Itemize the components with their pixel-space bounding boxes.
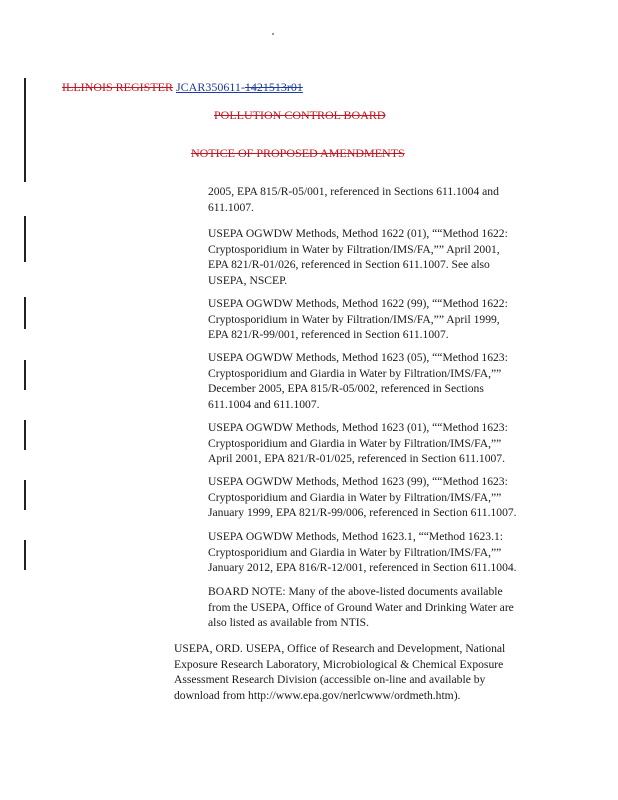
register-title: ILLINOIS REGISTER bbox=[62, 80, 173, 94]
entry-line: 611.1004 and 611.1007. bbox=[208, 397, 320, 411]
entry-line: April 2001, EPA 821/R-01/025, referenced in Section 611.1007. bbox=[208, 452, 505, 465]
entry-line: Assessment Research Division (accessible on-line and available by bbox=[174, 673, 486, 686]
entry-line: USEPA OGWDW Methods, Method 1623 (05), ““Method 1623: bbox=[208, 351, 508, 364]
entry-line: Cryptosporidium and Giardia in Water by Filtration/IMS/FA,”” bbox=[208, 436, 502, 450]
entry-line: Cryptosporidium and Giardia in Water by Filtration/IMS/FA,”” bbox=[208, 490, 502, 504]
entry-line: USEPA OGWDW Methods, Method 1623 (01), ““Method 1623: bbox=[208, 421, 508, 434]
entry-line: Cryptosporidium in Water by Filtration/IMS/FA,”” April 1999, bbox=[208, 312, 500, 326]
entry-line: USEPA OGWDW Methods, Method 1622 (01), ““Method 1622: bbox=[208, 227, 508, 240]
entry-line: EPA 821/R-01/026, referenced in Section 611.1007. See also bbox=[208, 258, 490, 271]
entry-line: 611.1007. bbox=[208, 200, 254, 214]
entry-usepa-ord bbox=[174, 641, 505, 703]
change-bar-7 bbox=[24, 540, 26, 570]
entry-line: download from http://www.epa.gov/nerlcwww/ordmeth.htm). bbox=[174, 688, 461, 702]
entry-line: Cryptosporidium in Water by Filtration/IMS/FA,”” April 2001, bbox=[208, 242, 500, 256]
scan-speck bbox=[272, 33, 274, 35]
register-id: JCAR350611- bbox=[176, 80, 245, 94]
change-bar-5 bbox=[24, 420, 26, 450]
entry-line: from the USEPA, Office of Ground Water and Drinking Water are bbox=[208, 600, 514, 614]
entry-line: January 2012, EPA 816/R-12/001, referenced in Section 611.1004. bbox=[208, 561, 517, 574]
entry-line: USEPA OGWDW Methods, Method 1622 (99), ““Method 1622: bbox=[208, 297, 508, 310]
notice-title: NOTICE OF PROPOSED AMENDMENTS bbox=[191, 146, 405, 160]
board-note bbox=[208, 584, 514, 631]
entry-line: also listed as available from NTIS. bbox=[208, 616, 369, 629]
entry-line: USEPA OGWDW Methods, Method 1623 (99), ““Method 1623: bbox=[208, 475, 508, 488]
entry-epa-815-r-05-001 bbox=[208, 184, 499, 215]
entry-method-1622-99 bbox=[208, 296, 508, 343]
board-title: POLLUTION CONTROL BOARD bbox=[214, 108, 386, 122]
change-bar-4 bbox=[24, 360, 26, 390]
entry-line: BOARD NOTE: Many of the above-listed documents available bbox=[208, 585, 503, 598]
entry-line: USEPA, ORD. USEPA, Office of Research and Development, National bbox=[174, 642, 506, 655]
register-id-struck: 1421513r01 bbox=[244, 80, 303, 94]
entry-line: USEPA OGWDW Methods, Method 1623.1, ““Method 1623.1: bbox=[208, 530, 503, 543]
entry-method-1623-01 bbox=[208, 420, 508, 467]
register-header bbox=[62, 80, 303, 95]
entry-line: Cryptosporidium and Giardia in Water by Filtration/IMS/FA,”” bbox=[208, 545, 502, 559]
entry-method-1623-05 bbox=[208, 350, 508, 412]
entry-line: Cryptosporidium and Giardia in Water by Filtration/IMS/FA,”” bbox=[208, 366, 502, 380]
entry-method-1623-99 bbox=[208, 474, 517, 521]
entry-line: EPA 821/R-99/001, referenced in Section 611.1007. bbox=[208, 328, 449, 341]
entry-method-1623-1 bbox=[208, 529, 517, 576]
entry-line: 2005, EPA 815/R-05/001, referenced in Sections 611.1004 and bbox=[208, 185, 499, 198]
entry-line: January 1999, EPA 821/R-99/006, referenced in Section 611.1007. bbox=[208, 506, 517, 519]
change-bar-2 bbox=[24, 216, 26, 262]
change-bar-6 bbox=[24, 480, 26, 510]
change-bar-3 bbox=[24, 297, 26, 329]
entry-line: Exposure Research Laboratory, Microbiological & Chemical Exposure bbox=[174, 657, 504, 671]
entry-method-1622-01 bbox=[208, 226, 508, 288]
entry-line: USEPA, NSCEP. bbox=[208, 273, 288, 287]
change-bar-1 bbox=[24, 78, 26, 182]
entry-line: December 2005, EPA 815/R-05/002, referenced in Sections bbox=[208, 382, 484, 395]
